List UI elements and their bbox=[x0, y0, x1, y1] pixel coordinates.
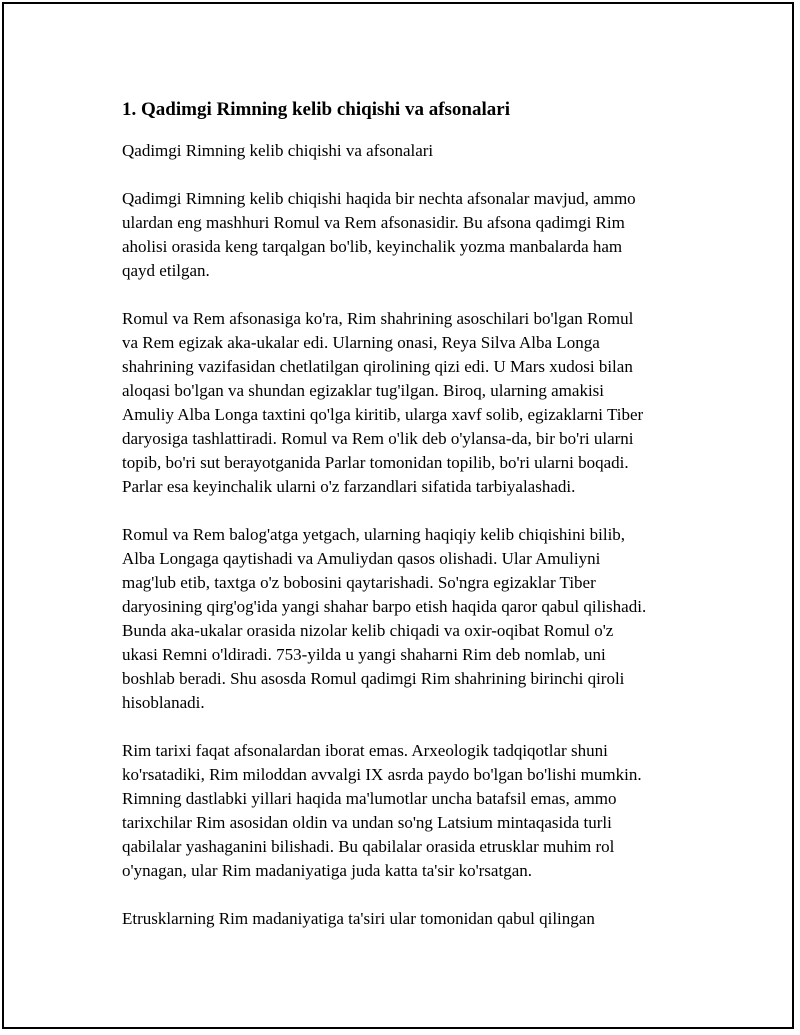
text-line: daryosiga tashlattiradi. Romul va Rem o'lik deb o'ylansa-da, bir bo'ri ularni bbox=[122, 429, 634, 448]
document-body bbox=[122, 96, 692, 955]
text-line: Etrusklarning Rim madaniyatiga ta'siri ular tomonidan qabul qilingan bbox=[122, 909, 595, 928]
section-heading: 1. Qadimgi Rimning kelib chiqishi va afsonalari bbox=[122, 99, 510, 120]
text-line: ko'rsatadiki, Rim miloddan avvalgi IX asrda paydo bo'lgan bo'lishi mumkin. bbox=[122, 765, 642, 784]
text-line: daryosining qirg'og'ida yangi shahar barpo etish haqida qaror qabul qilishadi. bbox=[122, 597, 647, 616]
paragraph-3 bbox=[122, 523, 692, 715]
text-line: Romul va Rem balog'atga yetgach, ularning haqiqiy kelib chiqishini bilib, bbox=[122, 525, 626, 544]
paragraph-2 bbox=[122, 307, 692, 499]
text-line: tarixchilar Rim asosidan oldin va undan so'ng Latsium mintaqasida turli bbox=[122, 813, 612, 832]
paragraph-4 bbox=[122, 739, 692, 883]
paragraph-1 bbox=[122, 187, 692, 283]
text-line: Alba Longaga qaytishadi va Amuliydan qasos olishadi. Ular Amuliyni bbox=[122, 549, 601, 568]
text-line: Rimning dastlabki yillari haqida ma'lumotlar uncha batafsil emas, ammo bbox=[122, 789, 617, 808]
text-line: qayd etilgan. bbox=[122, 261, 210, 280]
text-line: topib, bo'ri sut berayotganida Parlar tomonidan topilib, bo'ri ularni boqadi. bbox=[122, 453, 629, 472]
text-line: Romul va Rem afsonasiga ko'ra, Rim shahrining asoschilari bo'lgan Romul bbox=[122, 309, 634, 328]
text-line: o'ynagan, ular Rim madaniyatiga juda katta ta'sir ko'rsatgan. bbox=[122, 861, 532, 880]
section-subtitle: Qadimgi Rimning kelib chiqishi va afsonalari bbox=[122, 141, 434, 160]
text-line: hisoblanadi. bbox=[122, 693, 205, 712]
text-line: aloqasi bo'lgan va shundan egizaklar tug'ilgan. Biroq, ularning amakisi bbox=[122, 381, 605, 400]
text-line: boshlab beradi. Shu asosda Romul qadimgi Rim shahrining birinchi qiroli bbox=[122, 669, 625, 688]
paragraph-5 bbox=[122, 907, 692, 931]
text-line: Qadimgi Rimning kelib chiqishi haqida bir nechta afsonalar mavjud, ammo bbox=[122, 189, 636, 208]
text-line: ukasi Remni o'ldiradi. 753-yilda u yangi shaharni Rim deb nomlab, uni bbox=[122, 645, 606, 664]
text-line: shahrining vazifasidan chetlatilgan qirolining qizi edi. U Mars xudosi bilan bbox=[122, 357, 633, 376]
text-line: mag'lub etib, taxtga o'z bobosini qaytarishadi. So'ngra egizaklar Tiber bbox=[122, 573, 596, 592]
text-line: Parlar esa keyinchalik ularni o'z farzandlari sifatida tarbiyalashadi. bbox=[122, 477, 576, 496]
text-line: qabilalar yashaganini bilishadi. Bu qabilalar orasida etrusklar muhim rol bbox=[122, 837, 615, 856]
page-frame bbox=[2, 2, 794, 1029]
text-line: ulardan eng mashhuri Romul va Rem afsonasidir. Bu afsona qadimgi Rim bbox=[122, 213, 625, 232]
text-line: Bunda aka-ukalar orasida nizolar kelib chiqadi va oxir-oqibat Romul o'z bbox=[122, 621, 614, 640]
text-line: Rim tarixi faqat afsonalardan iborat emas. Arxeologik tadqiqotlar shuni bbox=[122, 741, 608, 760]
text-line: Amuliy Alba Longa taxtini qo'lga kiritib, ularga xavf solib, egizaklarni Tiber bbox=[122, 405, 644, 424]
text-line: aholisi orasida keng tarqalgan bo'lib, keyinchalik yozma manbalarda ham bbox=[122, 237, 623, 256]
text-line: va Rem egizak aka-ukalar edi. Ularning onasi, Reya Silva Alba Longa bbox=[122, 333, 600, 352]
